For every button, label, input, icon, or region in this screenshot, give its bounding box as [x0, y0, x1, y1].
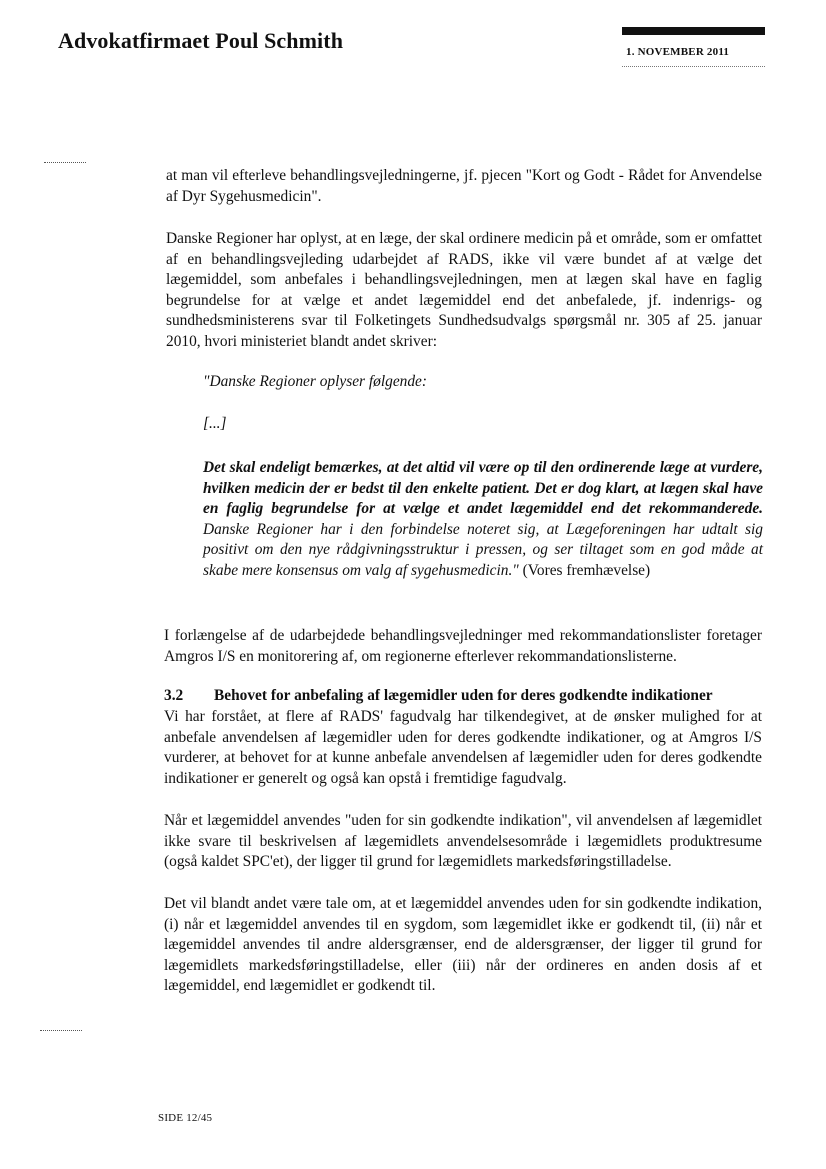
margin-mark-top: [44, 162, 86, 163]
paragraph-2: Danske Regioner har oplyst, at en læge, der skal ordinere medicin på et område, som er omfattet af en behandlingsvejleding udarbejdet af RADS, ikke vil være bundet af at vælge det lægemiddel, som anbefales i behandlingsvejledningen, men at lægen skal have en faglig begrundelse for at vælge et andet lægemiddel end det anbefalede, jf. indenrigs- og sundhedsministerens svar til Folketingets Sundhedsudvalgs spørgsmål nr. 305 af 25. januar 2010, hvori ministeriet blandt andet skriver:: [166, 230, 762, 350]
paragraph-1: at man vil efterleve behandlingsvejledningerne, jf. pjecen "Kort og Godt - Rådet for Anvendelse af Dyr Sygehusmedicin".: [166, 167, 762, 205]
document-date: 1. NOVEMBER 2011: [626, 46, 730, 58]
header-bar: [622, 27, 765, 35]
firm-name: Advokatfirmaet Poul Schmith: [58, 28, 344, 53]
section-number: 3.2: [164, 687, 184, 704]
header-dotted-rule: [622, 66, 765, 67]
quote-line-2: [...]: [203, 415, 227, 432]
page-number: SIDE 12/45: [158, 1112, 213, 1124]
margin-mark-bottom: [40, 1030, 82, 1031]
quote-paragraph: [203, 458, 763, 581]
paragraph-3: I forlængelse af de udarbejdede behandlingsvejledninger med rekommandationslister foretager Amgros I/S en monitorering af, om regionerne efterlever rekommandationslisterne.: [164, 627, 762, 665]
quote-emphasis: Det skal endeligt bemærkes, at det altid vil være op til den ordinerende læge at vurdere, hvilken medicin der er bedst til den enkelte patient. Det er dog klart, at lægen skal have en faglig begrundelse for at vælge et andet lægemiddel end det rekommanderede.: [203, 459, 763, 517]
paragraph-4: Vi har forstået, at flere af RADS' fagudvalg har tilkendegivet, at de ønsker mulighed for at anbefale anvendelsen af lægemidler uden for deres godkendte indikationer, og at Amgros I/S vurderer, at behovet for at kunne anbefale anvendelsen af lægemidler uden for deres godkendte indikationer er generelt og også kan opstå i fremtidige fagudvalg.: [164, 708, 762, 787]
paragraph-6: Det vil blandt andet være tale om, at et lægemiddel anvendes uden for sin godkendte indikation, (i) når et lægemiddel anvendes til en sygdom, som lægemidlet ikke er godkendt til, (ii) når et lægemiddel anvendes til andre aldersgrænser, end de aldersgrænser, der ligger til grund for lægemidlets markedsføringstilladelse, eller (iii) når der ordineres en anden dosis af et lægemiddel, end lægemidlet er godkendt til.: [164, 895, 762, 994]
quote-note: (Vores fremhævelse): [518, 561, 651, 579]
paragraph-5: Når et lægemiddel anvendes "uden for sin godkendte indikation", vil anvendelsen af lægemidlet ikke svare til beskrivelsen af lægemidlets anvendelsesområde i lægemidlets produktresume (også kaldet SPC'et), der ligger til grund for lægemidlets markedsføringstilladelse.: [164, 812, 762, 870]
quote-line-1: "Danske Regioner oplyser følgende:: [203, 373, 428, 390]
section-heading: [164, 686, 764, 706]
section-title: Behovet for anbefaling af lægemidler uden for deres godkendte indikationer: [214, 687, 713, 704]
quote-continuation: Danske Regioner har i den forbindelse noteret sig, at Lægeforeningen har udtalt sig positivt om den nye rådgivningsstruktur i pressen, og ser tiltaget som en god måde at skabe mere konsensus om valg af sygehusmedicin.": [203, 520, 763, 579]
